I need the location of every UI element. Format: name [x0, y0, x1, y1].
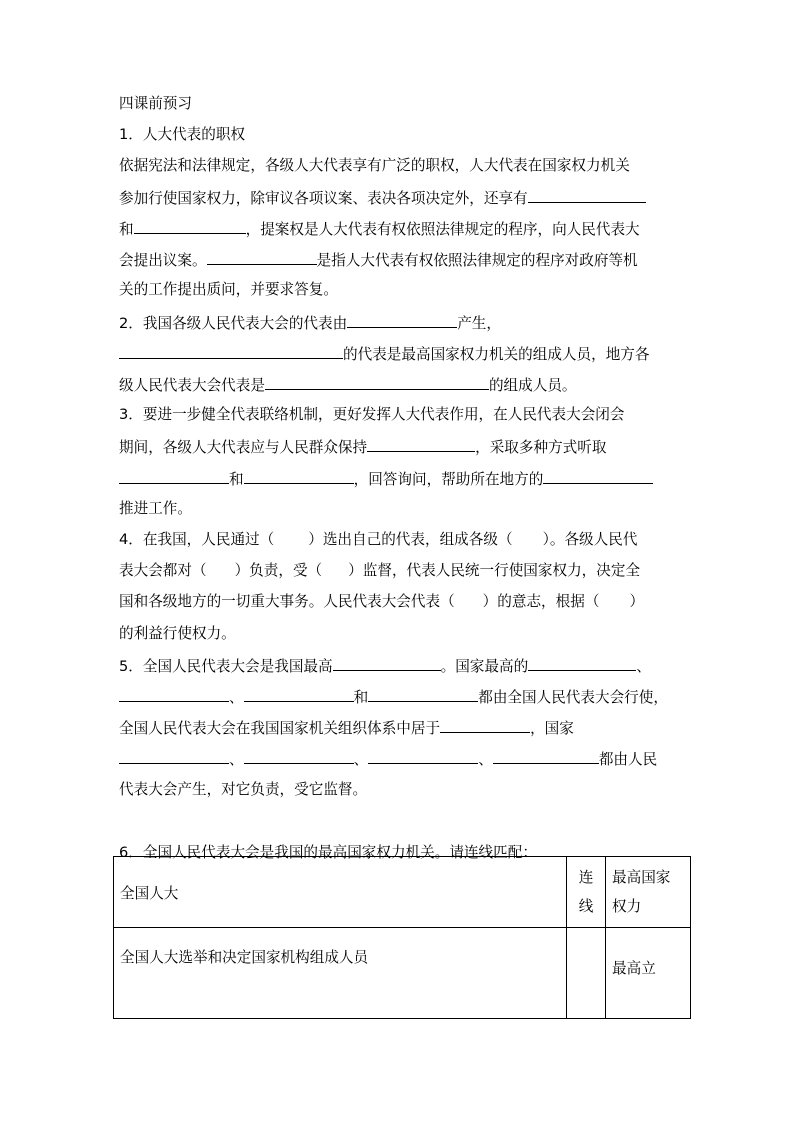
- q1-line1: 依据宪法和法律规定，各级人大代表享有广泛的职权，人大代表在国家权力机关: [119, 157, 630, 174]
- q4-text: 国和各级地方的一切重大事务。人民代表大会代表（: [119, 593, 455, 610]
- q3-text: ，采取多种方式听取: [475, 439, 607, 456]
- q5-text: 、: [478, 751, 493, 768]
- q3-line2: [119, 436, 606, 456]
- q2-text: 2．我国各级人民代表大会的代表由: [119, 315, 348, 332]
- q5-text: 、: [636, 658, 651, 675]
- table-cell: 全国人大: [114, 857, 567, 928]
- q1-text: 和: [119, 221, 134, 238]
- fill-blank[interactable]: [265, 374, 489, 390]
- q5-text: 都由人民: [598, 751, 658, 768]
- q2-text: 的代表是最高国家权力机关的组成人员，地方各: [343, 346, 650, 363]
- fill-blank[interactable]: [119, 343, 343, 359]
- q1-line3: [119, 218, 640, 238]
- q5-line4: [119, 748, 657, 768]
- q4-text: ）: [629, 593, 645, 610]
- q5-text: 和: [353, 689, 369, 706]
- q4-text: 4．在我国，人民通过（: [119, 531, 275, 548]
- fill-blank[interactable]: [368, 686, 478, 702]
- q5-line5: 代表大会产生，对它负责，受它监督。: [119, 781, 368, 798]
- q2-line3: [119, 374, 577, 394]
- fill-blank[interactable]: [543, 468, 653, 484]
- q5-text: ，国家: [530, 720, 574, 737]
- fill-blank[interactable]: [119, 686, 229, 702]
- q1-text: 参加行使国家权力，除审议各项议案、表决各项决定外，还享有: [119, 190, 528, 207]
- fill-blank[interactable]: [207, 249, 317, 265]
- table-cell: 全国人大选举和决定国家机构组成人员: [114, 928, 567, 1019]
- q4-line3: [119, 592, 644, 612]
- q1-text: 会提出议案。: [119, 252, 207, 269]
- fill-blank[interactable]: [528, 655, 636, 671]
- fill-blank[interactable]: [333, 655, 441, 671]
- q1-heading: 1．人大代表的职权: [119, 126, 246, 143]
- q1-text: 是指人大代表有权依照法律规定的程序对政府等机: [316, 252, 638, 269]
- section-title: 四课前预习: [119, 95, 192, 112]
- matching-table: [113, 856, 691, 1019]
- table-cell: 最高立: [606, 928, 691, 1019]
- q5-text: 。国家最高的: [440, 658, 529, 675]
- q3-text: ，回答询问，帮助所在地方的: [353, 471, 544, 488]
- q3-text: 期间，各级人大代表应与人民群众保持: [119, 439, 368, 456]
- fill-blank[interactable]: [119, 748, 229, 764]
- q4-text: ）负责，受（: [234, 562, 323, 579]
- option-label: 最高国家权力: [612, 869, 671, 915]
- q3-line1: 3．要进一步健全代表联络机制，更好发挥人大代表作用，在人民代表大会闭会: [119, 406, 625, 423]
- q4-line1: [119, 530, 637, 550]
- q4-text: 表大会都对（: [119, 562, 207, 579]
- q5-text: 5．全国人民代表大会是我国最高: [119, 658, 333, 675]
- q2-line2: [119, 343, 649, 363]
- table-cell[interactable]: [567, 928, 606, 1019]
- q1-text: ，提案权是人大代表有权依照法律规定的程序，向人民代表大: [245, 221, 640, 238]
- q5-text: 全国人民代表大会在我国国家机关组织体系中居于: [119, 720, 441, 737]
- fill-blank[interactable]: [367, 436, 475, 452]
- q5-line1: [119, 655, 651, 675]
- q5-text: 、: [229, 689, 244, 706]
- q4-text: ）。各级人民代: [542, 531, 638, 548]
- connect-label: 连线: [578, 869, 594, 915]
- q4-text: ）的意志，根据（: [482, 593, 600, 610]
- q2-text: 的组成人员。: [488, 377, 577, 394]
- q5-text: 、: [229, 751, 244, 768]
- fill-blank[interactable]: [440, 717, 530, 733]
- q1-line2: [119, 187, 646, 207]
- q4-line4: 的利益行使权力。: [119, 625, 236, 642]
- table-row: [114, 857, 691, 928]
- q3-text: 和: [229, 471, 244, 488]
- q2-text: 产生，: [457, 315, 501, 332]
- q4-line2: [119, 561, 640, 581]
- q6-heading: 6．全国人民代表大会是我国的最高国家权力机关。请连线匹配：: [119, 844, 537, 861]
- q4-text: ）选出自己的代表，组成各级（: [308, 531, 513, 548]
- fill-blank[interactable]: [368, 748, 478, 764]
- q5-text: 、: [353, 751, 369, 768]
- q2-line1: [119, 312, 501, 332]
- q2-text: 级人民代表大会代表是: [119, 377, 265, 394]
- table-cell: [567, 857, 606, 928]
- q1-line4: [119, 249, 638, 269]
- q4-text: ）监督，代表人民统一行使国家权力，决定全: [348, 562, 641, 579]
- table-row: [114, 928, 691, 1019]
- fill-blank[interactable]: [244, 748, 354, 764]
- fill-blank[interactable]: [244, 686, 354, 702]
- q5-line2: [119, 686, 668, 706]
- fill-blank[interactable]: [528, 187, 646, 203]
- fill-blank[interactable]: [244, 468, 354, 484]
- q1-line5: 关的工作提出质问，并要求答复。: [119, 281, 338, 298]
- q3-line4: 推进工作。: [119, 500, 192, 517]
- q5-text: 都由全国人民代表大会行使，: [478, 689, 668, 706]
- fill-blank[interactable]: [134, 218, 246, 234]
- q3-line3: [119, 468, 653, 488]
- fill-blank[interactable]: [347, 312, 457, 328]
- fill-blank[interactable]: [493, 748, 599, 764]
- table-cell: [606, 857, 691, 928]
- fill-blank[interactable]: [119, 468, 229, 484]
- q5-line3: [119, 717, 574, 737]
